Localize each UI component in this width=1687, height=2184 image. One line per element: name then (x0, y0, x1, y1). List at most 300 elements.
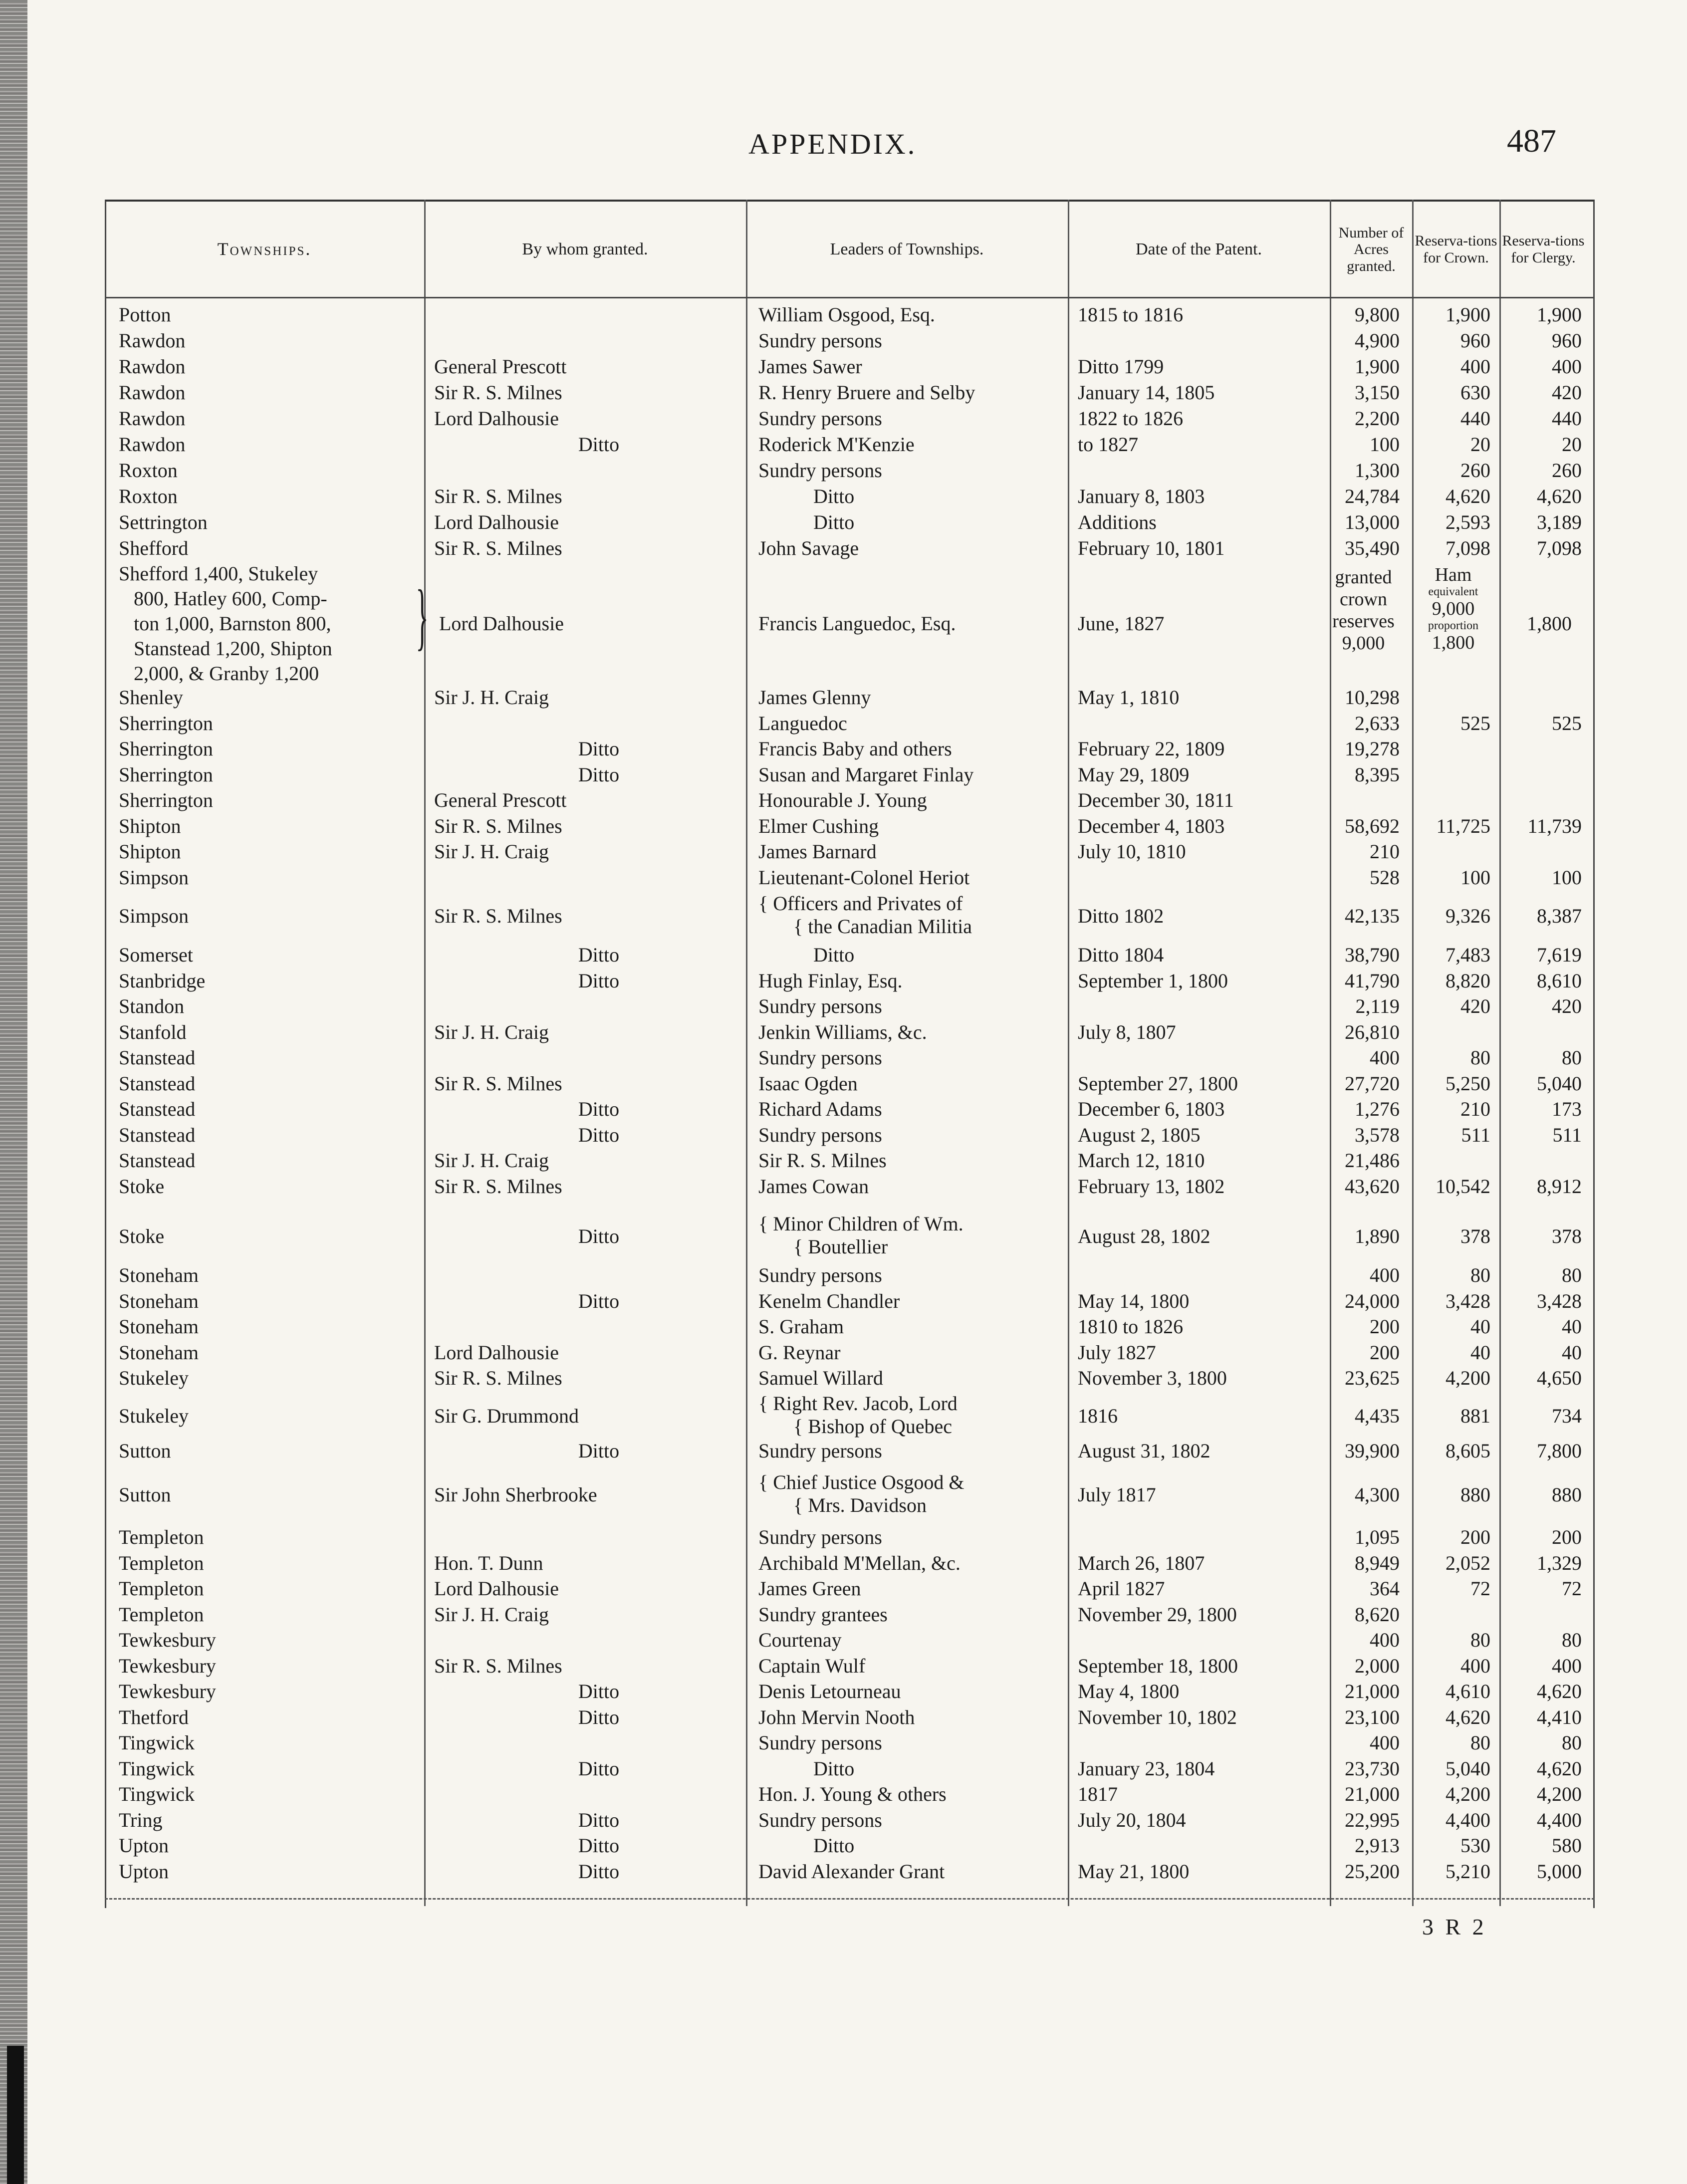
leader-cell: Hon. J. Young & others (758, 1783, 947, 1805)
township-cell: Stukeley (119, 1367, 189, 1389)
leader-cell: Sir R. S. Milnes (758, 1149, 887, 1172)
township-cell: Potton (119, 303, 171, 326)
acres-cell: 43,620 (1345, 1175, 1400, 1198)
clergy-cell: 580 (1552, 1834, 1582, 1857)
crown-cell: 8,820 (1446, 969, 1490, 992)
township-cell: Sherrington (119, 737, 213, 760)
acres-cell: 27,720 (1345, 1072, 1400, 1095)
date-cell (1078, 328, 1307, 354)
leader-cell: Sundry persons (758, 1264, 882, 1286)
crown-cell (1403, 1019, 1490, 1045)
table-row (0, 813, 1687, 839)
granted-by-cell: Ditto (578, 433, 620, 456)
leader-cell: Susan and Margaret Finlay (758, 763, 974, 786)
acres-cell: 4,900 (1355, 329, 1400, 352)
acres-cell: 41,790 (1345, 969, 1400, 992)
clergy-cell: 80 (1562, 1731, 1582, 1754)
table-row (0, 1045, 1687, 1071)
clergy-cell: 440 (1552, 407, 1582, 430)
acres-cell: 364 (1370, 1577, 1400, 1600)
crown-cell: 4,200 (1446, 1783, 1490, 1805)
township-cell: Tingwick (119, 1783, 195, 1805)
township-cell: Simpson (119, 905, 189, 927)
granted-by-cell: Sir John Sherbrooke (434, 1483, 597, 1506)
date-cell: Ditto 1802 (1078, 905, 1164, 927)
township-cell: Rawdon (119, 433, 186, 456)
combined-township-line: Stanstead 1,200, Shipton (134, 637, 332, 660)
clergy-cell: 100 (1552, 866, 1582, 889)
leader-cell (758, 892, 1068, 938)
date-cell: February 13, 1802 (1078, 1175, 1225, 1198)
crown-cell (1403, 787, 1490, 813)
date-cell: July 1817 (1078, 1483, 1156, 1506)
table-row (0, 1730, 1687, 1756)
date-cell (1078, 1524, 1307, 1550)
acres-cell: 400 (1370, 1731, 1400, 1754)
acres-cell: 3,150 (1355, 381, 1400, 404)
clergy-cell: 8,912 (1537, 1175, 1582, 1198)
leader-line: { Bishop of Quebec (793, 1415, 953, 1438)
clergy-cell (1494, 1148, 1582, 1174)
township-cell: Tewkesbury (119, 1680, 216, 1702)
crown-cell: 100 (1460, 866, 1490, 889)
township-cell: Stanstead (119, 1046, 196, 1069)
clergy-cell (1494, 685, 1582, 711)
township-cell: Rawdon (119, 355, 186, 378)
granted-by-cell: General Prescott (434, 355, 567, 378)
clergy-cell: 4,620 (1537, 1757, 1582, 1780)
granted-by-cell (434, 993, 743, 1019)
date-cell (1078, 865, 1307, 891)
combined-township-cell (119, 561, 332, 686)
granted-by-cell: Sir R. S. Milnes (434, 905, 562, 927)
table-row (0, 458, 1687, 484)
crown-cell: 4,620 (1446, 1705, 1490, 1728)
combined-date: June, 1827 (1078, 612, 1165, 635)
granted-by-cell: Ditto (578, 1705, 620, 1728)
clergy-cell: 960 (1552, 329, 1582, 352)
township-cell: Roxton (119, 459, 178, 482)
township-cell: Rawdon (119, 407, 186, 430)
date-cell: May 14, 1800 (1078, 1289, 1190, 1312)
granted-by-cell (434, 1314, 743, 1340)
township-cell: Stoke (119, 1175, 165, 1198)
table-row (0, 1679, 1687, 1704)
acres-cell: 35,490 (1345, 537, 1400, 559)
leader-cell: James Sawer (758, 355, 862, 378)
leader-line: { Minor Children of Wm. (758, 1213, 964, 1235)
table-row (0, 1213, 1687, 1258)
township-cell: Settrington (119, 511, 208, 533)
crown-cell: 72 (1470, 1577, 1490, 1600)
leader-cell: Languedoc (758, 712, 847, 734)
clergy-cell: 40 (1562, 1315, 1582, 1338)
table-row (0, 1392, 1687, 1438)
leader-cell: James Green (758, 1577, 861, 1600)
crown-cell: 200 (1460, 1526, 1490, 1548)
table-row (0, 736, 1687, 762)
clergy-cell: 378 (1552, 1225, 1582, 1247)
crown-cell: 440 (1460, 407, 1490, 430)
granted-by-cell: Ditto (578, 969, 620, 992)
combined-clergy: 1,800 (1527, 612, 1572, 635)
township-cell: Templeton (119, 1603, 204, 1626)
table-row (0, 1524, 1687, 1550)
crown-cell: 80 (1470, 1264, 1490, 1286)
clergy-cell: 5,000 (1537, 1860, 1582, 1883)
column-header-granted-by: By whom granted. (522, 240, 648, 259)
township-cell: Templeton (119, 1551, 204, 1574)
clergy-cell: 4,650 (1537, 1367, 1582, 1389)
leader-cell: Sundry persons (758, 407, 882, 430)
date-cell: Ditto 1799 (1078, 355, 1164, 378)
crown-cell: 260 (1460, 459, 1490, 482)
clergy-cell: 4,410 (1537, 1705, 1582, 1728)
clergy-cell: 4,400 (1537, 1808, 1582, 1831)
township-cell: Somerset (119, 944, 193, 966)
clergy-cell: 1,329 (1537, 1551, 1582, 1574)
date-cell: March 26, 1807 (1078, 1551, 1205, 1574)
leader-cell: G. Reynar (758, 1341, 841, 1364)
column-header-acres: Number of Acres granted. (1338, 224, 1404, 274)
clergy-cell: 880 (1552, 1483, 1582, 1506)
table-row (0, 1122, 1687, 1148)
clergy-cell: 420 (1552, 381, 1582, 404)
table-row (0, 509, 1687, 535)
acres-cell: 23,100 (1345, 1705, 1400, 1728)
crown-cell: 525 (1460, 712, 1490, 734)
acres-cell: 3,578 (1355, 1123, 1400, 1146)
acres-cell: 200 (1370, 1341, 1400, 1364)
date-cell: February 22, 1809 (1078, 737, 1225, 760)
leader-cell: James Barnard (758, 840, 877, 863)
crown-cell: 4,200 (1446, 1367, 1490, 1389)
granted-by-cell: Ditto (578, 1680, 620, 1702)
acres-cell: 1,300 (1355, 459, 1400, 482)
granted-by-cell (434, 1781, 743, 1807)
granted-by-cell: Ditto (578, 1834, 620, 1857)
acres-cell: 400 (1370, 1629, 1400, 1651)
date-cell (1078, 1627, 1307, 1653)
crown-cell: 400 (1460, 1654, 1490, 1677)
township-cell: Stanfold (119, 1020, 187, 1043)
date-cell: November 10, 1802 (1078, 1705, 1237, 1728)
crown-cell: 1,900 (1446, 303, 1490, 326)
table-row (0, 1653, 1687, 1679)
crown-cell: 7,483 (1446, 944, 1490, 966)
clergy-cell: 7,619 (1537, 944, 1582, 966)
township-cell: Stoneham (119, 1315, 199, 1338)
township-cell: Stukeley (119, 1405, 189, 1427)
township-cell: Tewkesbury (119, 1654, 216, 1677)
date-cell: May 21, 1800 (1078, 1860, 1190, 1883)
combined-township-line: 800, Hatley 600, Comp- (134, 587, 327, 610)
leader-cell: Ditto (813, 1757, 855, 1780)
granted-by-cell: General Prescott (434, 789, 567, 811)
acres-cell: 21,486 (1345, 1149, 1400, 1172)
granted-by-cell: Sir R. S. Milnes (434, 381, 562, 404)
township-cell: Rawdon (119, 329, 186, 352)
date-cell: February 10, 1801 (1078, 537, 1225, 559)
crown-cell: 5,040 (1446, 1757, 1490, 1780)
crown-cell: 40 (1470, 1315, 1490, 1338)
column-header-leaders: Leaders of Townships. (830, 240, 984, 259)
combined-township-line: Shefford 1,400, Stukeley (119, 562, 318, 585)
date-cell: August 31, 1802 (1078, 1440, 1210, 1462)
clergy-cell: 7,800 (1537, 1440, 1582, 1462)
leader-cell: John Savage (758, 537, 859, 559)
clergy-cell: 80 (1562, 1046, 1582, 1069)
granted-by-cell: Ditto (578, 1098, 620, 1120)
acres-cell: 528 (1370, 866, 1400, 889)
table-row (0, 1288, 1687, 1314)
acres-cell: 2,000 (1355, 1654, 1400, 1677)
clergy-cell: 173 (1552, 1098, 1582, 1120)
date-cell (1078, 711, 1307, 736)
column-header-townships: Townships. (217, 239, 312, 259)
clergy-cell: 734 (1552, 1405, 1582, 1427)
table-row (0, 1174, 1687, 1200)
granted-by-cell: Lord Dalhousie (434, 1341, 559, 1364)
leader-cell: Sundry persons (758, 1123, 882, 1146)
date-cell: January 23, 1804 (1078, 1757, 1215, 1780)
crown-cell: 2,052 (1446, 1551, 1490, 1574)
crown-cell: 9,326 (1446, 905, 1490, 927)
township-cell: Stanstead (119, 1149, 196, 1172)
table-row (0, 942, 1687, 968)
leader-cell: Ditto (813, 485, 855, 507)
crown-cell: 378 (1460, 1225, 1490, 1247)
table-row (0, 1438, 1687, 1464)
acres-cell: 13,000 (1345, 511, 1400, 533)
leader-cell: Jenkin Williams, &c. (758, 1020, 927, 1043)
clergy-cell: 7,098 (1537, 537, 1582, 559)
leader-cell: Sundry persons (758, 1440, 882, 1462)
granted-by-cell (434, 328, 743, 354)
clergy-cell: 5,040 (1537, 1072, 1582, 1095)
clergy-cell: 72 (1562, 1577, 1582, 1600)
granted-by-cell: Ditto (578, 737, 620, 760)
acres-cell: 2,913 (1355, 1834, 1400, 1857)
leader-cell: Ditto (813, 511, 855, 533)
crown-cell (1403, 685, 1490, 711)
township-cell: Tingwick (119, 1757, 195, 1780)
table-row (0, 892, 1687, 938)
leader-cell: Honourable J. Young (758, 789, 927, 811)
leader-cell (758, 1471, 1068, 1516)
township-cell: Sutton (119, 1483, 171, 1506)
crown-cell: 3,428 (1446, 1289, 1490, 1312)
clergy-cell: 40 (1562, 1341, 1582, 1364)
date-cell: July 10, 1810 (1078, 840, 1186, 863)
acres-cell: 38,790 (1345, 944, 1400, 966)
granted-by-cell (434, 458, 743, 484)
date-cell: July 1827 (1078, 1341, 1156, 1364)
township-cell: Shefford (119, 537, 189, 559)
crown-cell: 80 (1470, 1731, 1490, 1754)
clergy-cell: 3,189 (1537, 511, 1582, 533)
township-cell: Stoneham (119, 1264, 199, 1286)
date-cell: Ditto 1804 (1078, 944, 1164, 966)
clergy-cell: 80 (1562, 1264, 1582, 1286)
crown-cell: 530 (1460, 1834, 1490, 1857)
date-cell: November 29, 1800 (1078, 1603, 1237, 1626)
leader-cell: Captain Wulf (758, 1654, 866, 1677)
leader-cell: Kenelm Chandler (758, 1289, 900, 1312)
leader-cell: Ditto (813, 1834, 855, 1857)
leader-cell: Richard Adams (758, 1098, 882, 1120)
clergy-cell: 20 (1562, 433, 1582, 456)
crown-cell: 420 (1460, 995, 1490, 1017)
leader-cell: S. Graham (758, 1315, 844, 1338)
clergy-cell: 260 (1552, 459, 1582, 482)
township-cell: Stoneham (119, 1341, 199, 1364)
granted-by-cell (434, 1627, 743, 1653)
table-row (0, 1807, 1687, 1833)
leader-line: { Chief Justice Osgood & (758, 1471, 964, 1493)
table-row (0, 1096, 1687, 1122)
leader-cell: Sundry persons (758, 1731, 882, 1754)
column-header-crown: Reserva-tions for Crown. (1415, 233, 1497, 266)
leader-cell: David Alexander Grant (758, 1860, 945, 1883)
leader-line: { Boutellier (793, 1235, 888, 1258)
acres-cell: 2,119 (1355, 995, 1400, 1017)
crown-cell: 511 (1461, 1123, 1490, 1146)
table-row (0, 406, 1687, 432)
clergy-cell (1494, 762, 1582, 788)
leader-cell: James Cowan (758, 1175, 869, 1198)
date-cell: 1816 (1078, 1405, 1118, 1427)
granted-by-cell: Sir R. S. Milnes (434, 1654, 562, 1677)
granted-by-cell: Sir J. H. Craig (434, 1603, 549, 1626)
granted-by-cell: Ditto (578, 1289, 620, 1312)
clergy-cell: 4,200 (1537, 1783, 1582, 1805)
column-header-clergy: Reserva-tions for Clergy. (1502, 233, 1585, 266)
acres-cell: 21,000 (1345, 1783, 1400, 1805)
acres-cell: 2,633 (1355, 712, 1400, 734)
table-row (0, 1365, 1687, 1391)
acres-cell: 1,900 (1355, 355, 1400, 378)
acres-cell: 200 (1370, 1315, 1400, 1338)
leader-cell: William Osgood, Esq. (758, 303, 935, 326)
acres-cell: 24,000 (1345, 1289, 1400, 1312)
date-cell: September 18, 1800 (1078, 1654, 1238, 1677)
township-cell: Templeton (119, 1577, 204, 1600)
clergy-cell: 4,620 (1537, 1680, 1582, 1702)
table-row (0, 1602, 1687, 1628)
table-row (0, 787, 1687, 813)
acres-cell: 1,095 (1355, 1526, 1400, 1548)
granted-by-cell: Lord Dalhousie (434, 1577, 559, 1600)
granted-by-cell: Ditto (578, 1440, 620, 1462)
table-row (0, 535, 1687, 561)
clergy-cell: 80 (1562, 1629, 1582, 1651)
table-row (0, 1340, 1687, 1366)
acres-cell (1315, 787, 1400, 813)
date-cell: March 12, 1810 (1078, 1149, 1205, 1172)
date-cell: December 4, 1803 (1078, 814, 1225, 837)
crown-cell: 880 (1460, 1483, 1490, 1506)
township-cell: Stanbridge (119, 969, 206, 992)
date-cell: 1817 (1078, 1783, 1118, 1805)
date-cell (1078, 1262, 1307, 1288)
table-row (0, 711, 1687, 736)
acres-cell: 2,200 (1355, 407, 1400, 430)
township-cell: Upton (119, 1834, 169, 1857)
granted-by-cell (434, 1730, 743, 1756)
acres-cell: 23,730 (1345, 1757, 1400, 1780)
date-cell: August 28, 1802 (1078, 1225, 1210, 1247)
column-header-date: Date of the Patent. (1135, 240, 1262, 259)
date-cell: September 1, 1800 (1078, 969, 1228, 992)
granted-by-cell: Hon. T. Dunn (434, 1551, 543, 1574)
crown-cell (1403, 1148, 1490, 1174)
leader-cell: James Glenny (758, 686, 871, 709)
table-row (0, 1471, 1687, 1516)
acres-cell: 400 (1370, 1046, 1400, 1069)
date-cell: May 1, 1810 (1078, 686, 1180, 709)
leader-cell: Denis Letourneau (758, 1680, 901, 1702)
crown-cell: 210 (1460, 1098, 1490, 1120)
crown-cell: 80 (1470, 1629, 1490, 1651)
crown-cell (1403, 839, 1490, 865)
combined-granted-by: Lord Dalhousie (439, 612, 564, 635)
acres-cell: 22,995 (1345, 1808, 1400, 1831)
date-cell: to 1827 (1078, 433, 1139, 456)
acres-cell: 9,800 (1355, 303, 1400, 326)
clergy-cell: 400 (1552, 355, 1582, 378)
clergy-cell: 11,739 (1527, 814, 1582, 837)
leader-cell: Ditto (813, 944, 855, 966)
table-row (0, 839, 1687, 865)
granted-by-cell: Sir G. Drummond (434, 1405, 579, 1427)
table-row (0, 1071, 1687, 1097)
clergy-cell: 3,428 (1537, 1289, 1582, 1312)
acres-cell: 25,200 (1345, 1860, 1400, 1883)
date-cell: May 4, 1800 (1078, 1680, 1180, 1702)
granted-by-cell: Ditto (578, 944, 620, 966)
township-cell: Sherrington (119, 789, 213, 811)
granted-by-cell: Sir R. S. Milnes (434, 537, 562, 559)
clergy-cell: 511 (1552, 1123, 1582, 1146)
acres-cell: 8,395 (1355, 763, 1400, 786)
leader-cell: Archibald M'Mellan, &c. (758, 1551, 961, 1574)
granted-by-cell: Ditto (578, 763, 620, 786)
clergy-cell (1494, 787, 1582, 813)
granted-by-cell (434, 302, 743, 328)
date-cell: 1822 to 1826 (1078, 407, 1184, 430)
leader-line: { the Canadian Militia (793, 915, 972, 938)
granted-by-cell: Sir J. H. Craig (434, 686, 549, 709)
granted-by-cell (434, 1524, 743, 1550)
leader-cell: Francis Baby and others (758, 737, 952, 760)
leader-cell: Sundry persons (758, 329, 882, 352)
combined-crown-note: Ham equivalent 9,000 proportion 1,800 (1428, 564, 1479, 653)
granted-by-cell (434, 865, 743, 891)
township-cell: Tewkesbury (119, 1629, 216, 1651)
combined-township-line: 2,000, & Granby 1,200 (134, 662, 319, 685)
acres-cell: 39,900 (1345, 1440, 1400, 1462)
leader-cell: Samuel Willard (758, 1367, 883, 1389)
combined-leader: Francis Languedoc, Esq. (758, 612, 956, 635)
acres-cell: 24,784 (1345, 485, 1400, 507)
clergy-cell (1494, 1019, 1582, 1045)
acres-cell: 23,625 (1345, 1367, 1400, 1389)
acres-cell: 4,435 (1355, 1405, 1400, 1427)
table-row (0, 993, 1687, 1019)
date-cell (1078, 1833, 1307, 1859)
township-cell: Sherrington (119, 712, 213, 734)
